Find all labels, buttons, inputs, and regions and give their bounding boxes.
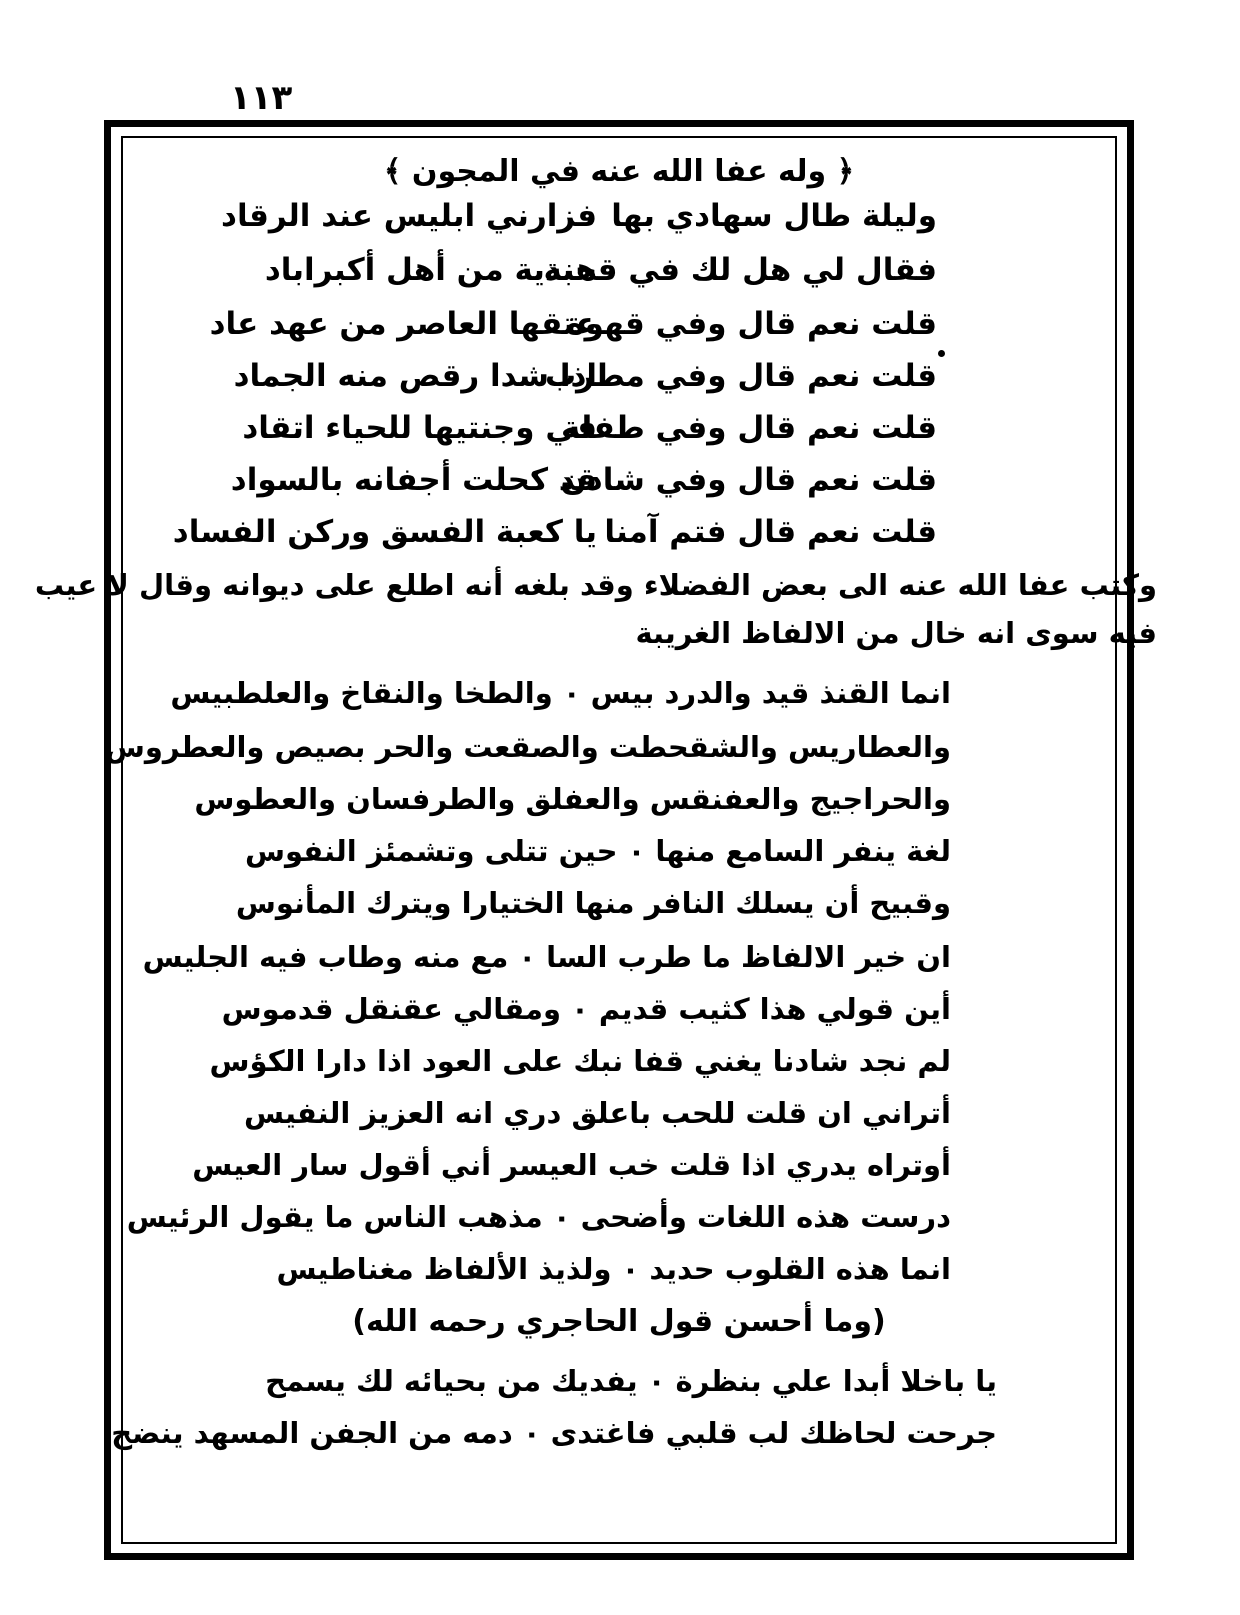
- verse-row: [121, 410, 1117, 460]
- verse-row: [121, 306, 1117, 356]
- poem-line: لم نجد شادنا يغني قفا نبك على العود اذا دارا الكؤس: [209, 1044, 951, 1078]
- poem-line: درست هذه اللغات وأضحى ۰ مذهب الناس ما يقول الرئيس: [126, 1200, 951, 1234]
- verse-second-hemistich: قد كحلت أجفانه بالسواد: [230, 462, 597, 498]
- poem-line: انما هذه القلوب حديد ۰ ولذيذ الألفاظ مغناطيس: [276, 1252, 951, 1286]
- poem-line: جرحت لحاظك لب قلبي فاغتدى ۰ دمه من الجفن المسهد ينضح: [111, 1416, 997, 1450]
- verse-row: [121, 252, 1117, 302]
- verse-second-hemistich: اذا شدا رقص منه الجماد: [233, 358, 597, 394]
- verse-second-hemistich: فزارني ابليس عند الرقاد: [221, 198, 597, 234]
- verse-row: [121, 462, 1117, 512]
- page-content: [34, 136, 1157, 1544]
- poem-line: أتراني ان قلت للحب باعلق دري انه العزيز النفيس: [243, 1096, 951, 1130]
- poem-line: يا باخلا أبدا علي بنظرة ۰ يفديك من بحيائه لك يسمح: [265, 1364, 997, 1398]
- verse-first-hemistich: قلت نعم قال وفي شادن: [560, 462, 937, 498]
- verse-row: [121, 198, 1117, 248]
- prose-line: وكتب عفا الله عنه الى بعض الفضلاء وقد بلغه أنه اطلع على ديوانه وقال لا عيب: [34, 568, 1157, 602]
- verse-first-hemistich: وليلة طال سهادي بها: [611, 198, 937, 234]
- prose-line: فيه سوى انه خال من الالفاظ الغريبة: [635, 616, 1157, 650]
- verse-first-hemistich: قلت نعم قال فتم آمنا: [604, 514, 937, 550]
- verse-row: [121, 514, 1117, 564]
- poem-line: والحراجيج والعفنقس والعفلق والطرفسان والعطوس: [194, 782, 951, 816]
- verse-second-hemistich: في وجنتيها للحياء اتقاد: [242, 410, 597, 446]
- verse-first-hemistich: قلت نعم قال وفي طفلة: [561, 410, 937, 446]
- poem-line: ان خير الالفاظ ما طرب السا ۰ مع منه وطاب فيه الجليس: [142, 940, 951, 974]
- verse-first-hemistich: قلت نعم قال وفي قهوة: [566, 306, 937, 342]
- poem-line: انما القنذ قيد والدرد بيس ۰ والطخا والنقاخ والعلطبيس: [170, 676, 951, 710]
- verse-second-hemistich: عتقها العاصر من عهد عاد: [209, 306, 597, 342]
- verse-row: [121, 358, 1117, 408]
- verse-first-hemistich: قلت نعم قال وفي مطرب: [545, 358, 937, 394]
- page-number: ١١٣: [230, 78, 293, 118]
- verse-second-hemistich: يا كعبة الفسق وركن الفساد: [172, 514, 597, 550]
- poem-line: أوتراه يدري اذا قلت خب العيسر أني أقول سار العيس: [192, 1148, 951, 1182]
- poem-line: وقبيح أن يسلك النافر منها الختيارا ويترك المأنوس: [235, 886, 951, 920]
- section-heading: (وما أحسن قول الحاجري رحمه الله): [352, 1304, 886, 1339]
- verse-second-hemistich: هندية من أهل أكبراباد: [264, 252, 597, 288]
- poem-line: أين قولي هذا كثيب قديم ۰ ومقالي عقنقل قدموس: [221, 992, 951, 1026]
- poem-line: والعطاريس والشقحطت والصقعت والحر بصيص والعطروس: [104, 730, 951, 764]
- verse-first-hemistich: فقال لي هل لك في قحبة: [543, 252, 937, 288]
- ink-speck: [938, 350, 945, 357]
- section-heading: ﴿ وله عفا الله عنه في المجون ﴾: [383, 154, 855, 189]
- poem-line: لغة ينفر السامع منها ۰ حين تتلى وتشمئز النفوس: [244, 834, 951, 868]
